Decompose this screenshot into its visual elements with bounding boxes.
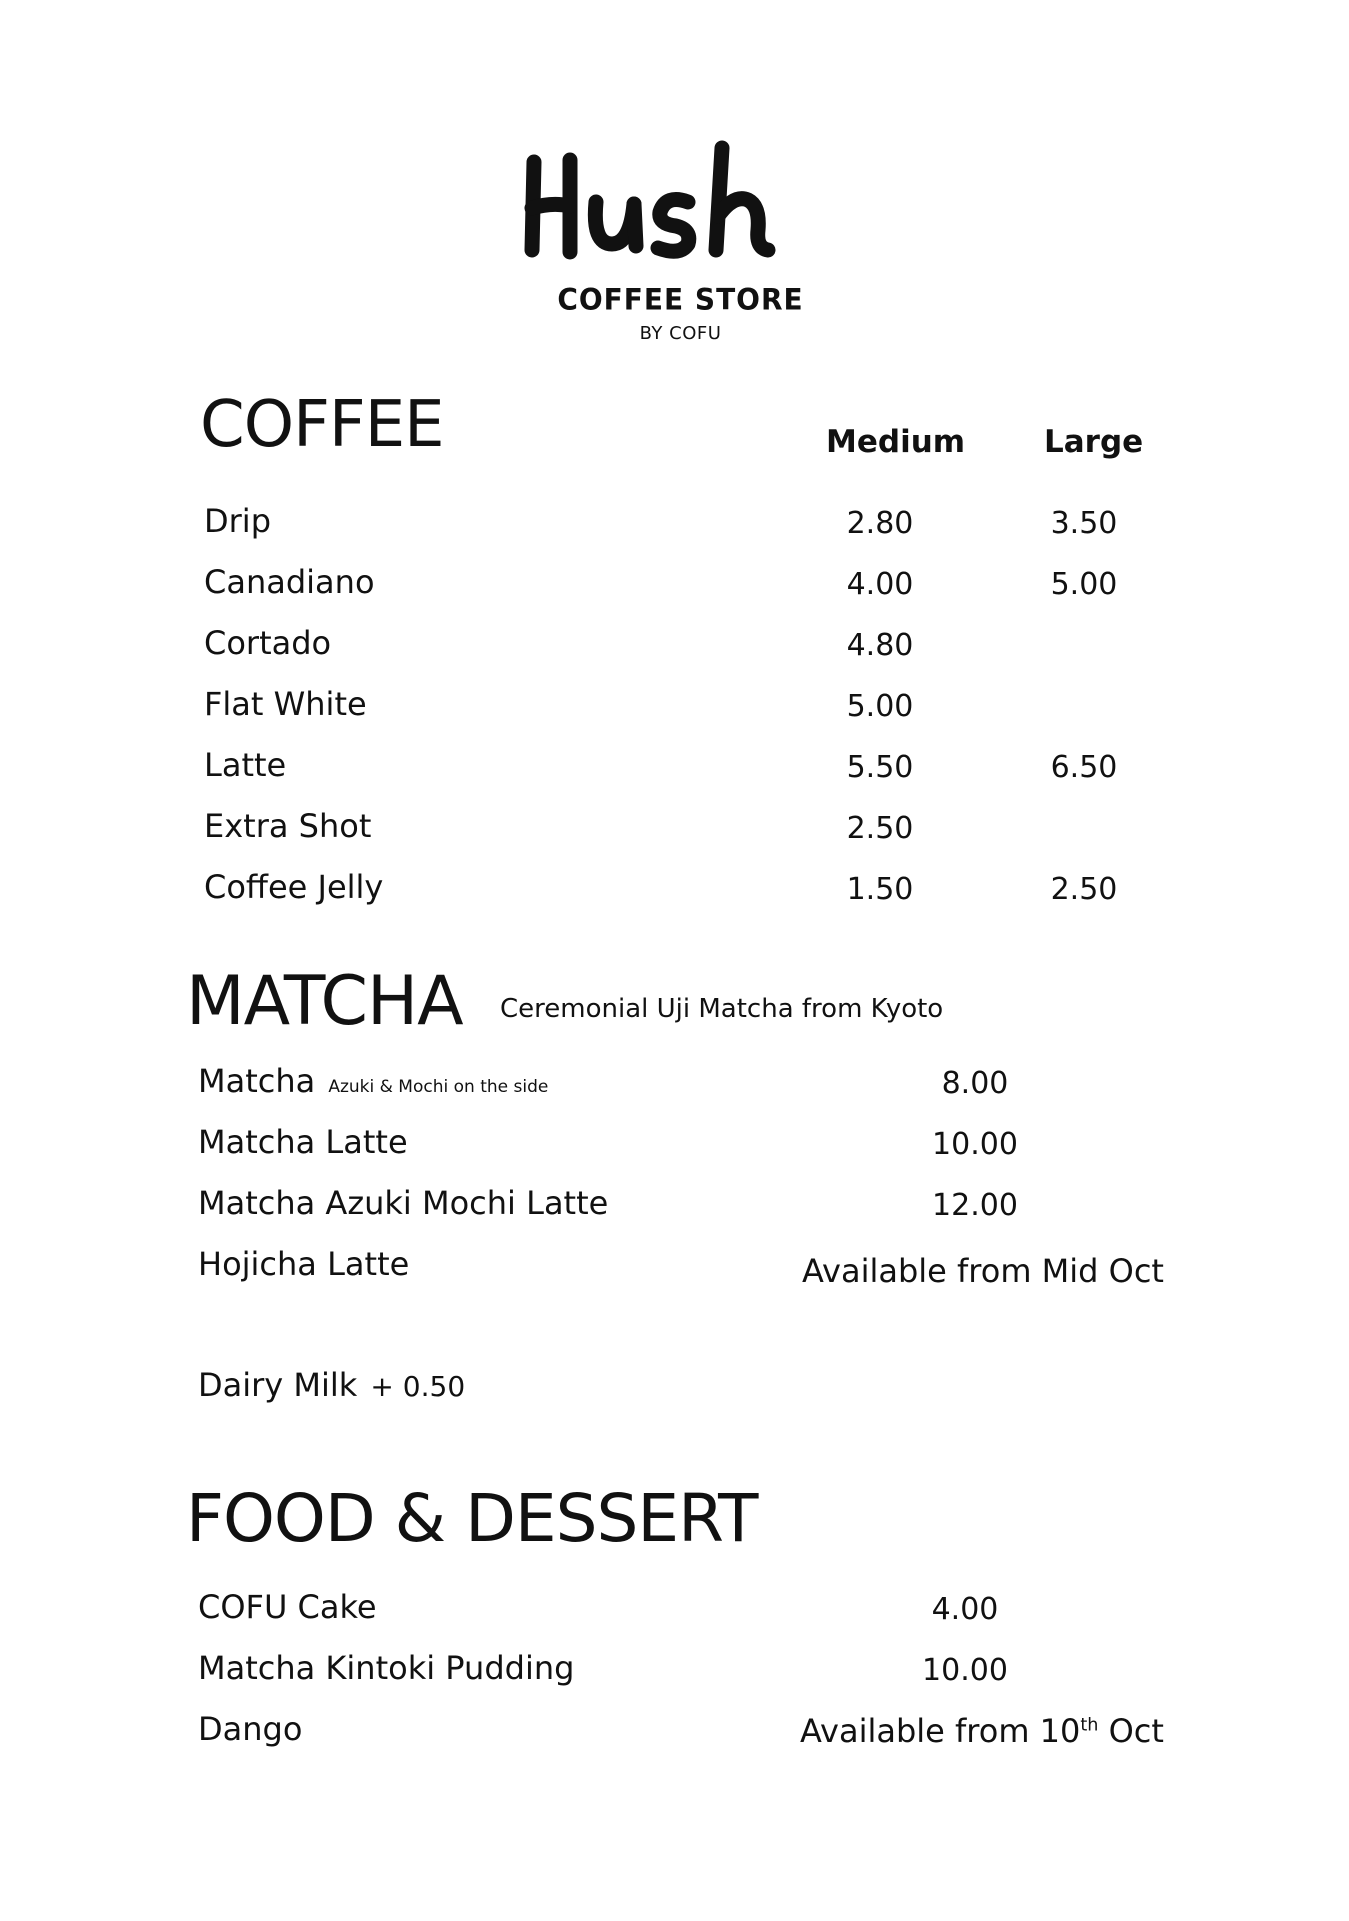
- coffee-item-name: Canadiano: [204, 563, 375, 601]
- food-availability-prefix: Available from 10: [800, 1712, 1081, 1750]
- matcha-item-name: Hojicha Latte: [198, 1245, 410, 1283]
- coffee-col-large: Large: [1044, 424, 1144, 460]
- coffee-item-name: Flat White: [204, 685, 367, 723]
- logo-subtitle: COFFEE STORE: [557, 282, 804, 317]
- dairy-label: Dairy Milk: [198, 1366, 358, 1404]
- matcha-item-name: Matcha: [198, 1062, 316, 1100]
- coffee-item-medium: 4.80: [846, 628, 914, 663]
- logo-byline: BY COFU: [639, 323, 722, 344]
- matcha-subtitle: Ceremonial Uji Matcha from Kyoto: [500, 994, 944, 1024]
- coffee-item-name: Coffee Jelly: [204, 868, 384, 906]
- matcha-item-note: Azuki & Mochi on the side: [328, 1077, 549, 1097]
- food-item-price: 10.00: [922, 1653, 1008, 1688]
- food-availability-suffix: Oct: [1098, 1712, 1164, 1750]
- coffee-item-medium: 1.50: [846, 872, 914, 907]
- food-item-name: Matcha Kintoki Pudding: [198, 1649, 575, 1687]
- coffee-item-medium: 5.50: [846, 750, 914, 785]
- food-item-name: Dango: [198, 1710, 303, 1748]
- coffee-title: COFFEE: [200, 388, 444, 462]
- hush-logo-wordmark: [520, 140, 820, 275]
- coffee-item-medium: 2.50: [846, 811, 914, 846]
- coffee-item-large: 6.50: [1050, 750, 1118, 785]
- coffee-item-large: 3.50: [1050, 506, 1118, 541]
- coffee-item-medium: 2.80: [846, 506, 914, 541]
- matcha-item: [198, 1062, 548, 1100]
- dairy-price: + 0.50: [370, 1370, 466, 1403]
- matcha-title: MATCHA: [186, 962, 463, 1041]
- coffee-item-medium: 4.00: [846, 567, 914, 602]
- food-item-price: 4.00: [931, 1592, 999, 1627]
- coffee-item-name: Drip: [204, 502, 271, 540]
- coffee-item-name: Latte: [204, 746, 287, 784]
- coffee-item-large: 2.50: [1050, 872, 1118, 907]
- logo: [0, 0, 1349, 360]
- food-item-availability: [800, 1712, 1164, 1750]
- matcha-item-availability: Available from Mid Oct: [802, 1252, 1164, 1290]
- coffee-item-medium: 5.00: [846, 689, 914, 724]
- coffee-item-large: 5.00: [1050, 567, 1118, 602]
- food-item-name: COFU Cake: [198, 1588, 377, 1626]
- coffee-col-medium: Medium: [826, 424, 966, 460]
- food-title: FOOD & DESSERT: [186, 1480, 758, 1557]
- matcha-item-name: Matcha Latte: [198, 1123, 408, 1161]
- dairy-note: [198, 1366, 465, 1404]
- coffee-item-name: Extra Shot: [204, 807, 372, 845]
- matcha-item-price: 12.00: [932, 1188, 1018, 1223]
- food-availability-sup: th: [1080, 1715, 1099, 1736]
- matcha-item-price: 10.00: [932, 1127, 1018, 1162]
- coffee-item-name: Cortado: [204, 624, 332, 662]
- matcha-item-price: 8.00: [941, 1066, 1009, 1101]
- matcha-item-name: Matcha Azuki Mochi Latte: [198, 1184, 609, 1222]
